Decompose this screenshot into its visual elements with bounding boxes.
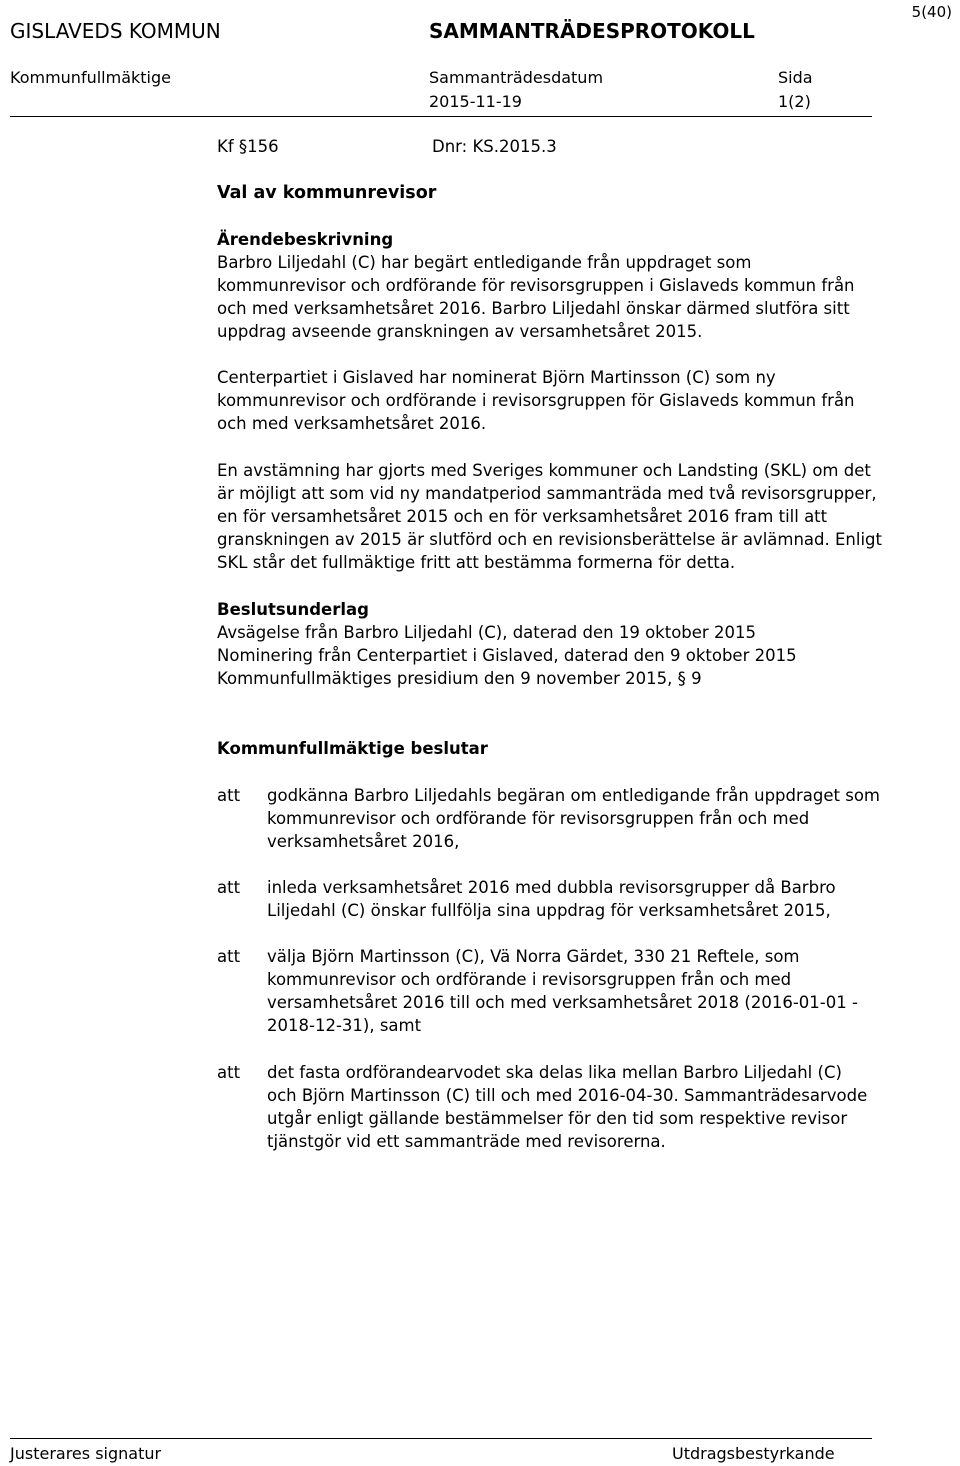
- justerares-signatur: Justerares signatur: [10, 1444, 162, 1463]
- date-value: 2015-11-19: [429, 92, 522, 111]
- date-label: Sammanträdesdatum: [429, 68, 604, 87]
- paragraph-line: och med verksamhetsåret 2016.: [217, 414, 487, 433]
- utdragsbestyrkande: Utdragsbestyrkande: [672, 1444, 835, 1463]
- municipality-name: GISLAVEDS KOMMUN: [10, 19, 221, 43]
- paragraph-line: kommunrevisor och ordförande för revisorsgruppen i Gislaveds kommun från: [217, 276, 855, 295]
- header-rule: [10, 116, 872, 117]
- beslut-item-key: att: [217, 947, 241, 966]
- diary-number: Dnr: KS.2015.3: [432, 137, 557, 156]
- beslut-line: inleda verksamhetsåret 2016 med dubbla revisorsgrupper då Barbro: [267, 878, 836, 897]
- beslut-item-text: [267, 945, 877, 1037]
- beslutsunderlag-heading: Beslutsunderlag: [217, 600, 369, 619]
- beslutsunderlag-item: Nominering från Centerpartiet i Gislaved, daterad den 9 oktober 2015: [217, 646, 797, 665]
- page-title: Val av kommunrevisor: [217, 183, 437, 203]
- beslut-line: kommunrevisor och ordförande för revisorsgruppen från och med: [267, 809, 810, 828]
- paragraph-line: är möjligt att som vid ny mandatperiod sammanträda med två revisorsgrupper,: [217, 484, 877, 503]
- beslut-line: verksamhetsåret 2016,: [267, 832, 460, 851]
- beslut-line: utgår enligt gällande bestämmelser för den tid som respektive revisor: [267, 1109, 848, 1128]
- beslut-line: versamhetsåret 2016 till och med verksamhetsåret 2018 (2016-01-01 -: [267, 993, 858, 1012]
- beslut-item-key: att: [217, 1063, 241, 1082]
- paragraph-line: en för versamhetsåret 2015 och en för verksamhetsåret 2016 fram till att: [217, 507, 828, 526]
- beslut-line: välja Björn Martinsson (C), Vä Norra Gärdet, 330 21 Reftele, som: [267, 947, 800, 966]
- paragraph-line: SKL står det fullmäktige fritt att bestämma formerna för detta.: [217, 553, 736, 572]
- arendebeskrivning-paragraph-3: [217, 459, 882, 574]
- paragraph-line: Centerpartiet i Gislaved har nominerat Björn Martinsson (C) som ny: [217, 368, 776, 387]
- paragraph-line: granskningen av 2015 är slutförd och en revisionsberättelse är avlämnad. Enligt: [217, 530, 882, 549]
- arendebeskrivning-paragraph-1: [217, 251, 877, 343]
- document-type: SAMMANTRÄDESPROTOKOLL: [429, 19, 755, 43]
- page-label: Sida: [778, 68, 813, 87]
- beslut-item-text: [267, 876, 877, 922]
- beslutsunderlag-list: [217, 621, 877, 690]
- paragraph-line: Barbro Liljedahl (C) har begärt entledigande från uppdraget som: [217, 253, 752, 272]
- beslut-line: kommunrevisor och ordförande i revisorsgruppen från och med: [267, 970, 792, 989]
- beslut-line: och Björn Martinsson (C) till och med 2016-04-30. Sammanträdesarvode: [267, 1086, 868, 1105]
- page-value: 1(2): [778, 92, 811, 111]
- beslut-heading: Kommunfullmäktige beslutar: [217, 739, 488, 758]
- case-number: Kf §156: [217, 137, 279, 156]
- beslut-item-text: [267, 1061, 877, 1153]
- arendebeskrivning-heading: Ärendebeskrivning: [217, 230, 394, 249]
- beslut-line: det fasta ordförandearvodet ska delas lika mellan Barbro Liljedahl (C): [267, 1063, 842, 1082]
- body-label: Kommunfullmäktige: [10, 68, 171, 87]
- beslut-line: 2018-12-31), samt: [267, 1016, 422, 1035]
- beslut-line: godkänna Barbro Liljedahls begäran om entledigande från uppdraget som: [267, 786, 880, 805]
- beslutsunderlag-item: Kommunfullmäktiges presidium den 9 november 2015, § 9: [217, 669, 702, 688]
- beslut-item-key: att: [217, 878, 241, 897]
- beslut-line: Liljedahl (C) önskar fullfölja sina uppdrag för verksamhetsåret 2015,: [267, 901, 831, 920]
- beslutsunderlag-item: Avsägelse från Barbro Liljedahl (C), daterad den 19 oktober 2015: [217, 623, 756, 642]
- paragraph-line: En avstämning har gjorts med Sveriges kommuner och Landsting (SKL) om det: [217, 461, 871, 480]
- paragraph-line: kommunrevisor och ordförande i revisorsgruppen för Gislaveds kommun från: [217, 391, 855, 410]
- page-number: 5(40): [911, 3, 952, 21]
- arendebeskrivning-paragraph-2: [217, 366, 877, 435]
- paragraph-line: uppdrag avseende granskningen av versamhetsåret 2015.: [217, 322, 703, 341]
- beslut-item-key: att: [217, 786, 241, 805]
- beslut-line: tjänstgör vid ett sammanträde med revisorerna.: [267, 1132, 666, 1151]
- footer-rule: [10, 1438, 872, 1439]
- paragraph-line: och med verksamhetsåret 2016. Barbro Liljedahl önskar därmed slutföra sitt: [217, 299, 850, 318]
- beslut-item-text: [267, 784, 880, 853]
